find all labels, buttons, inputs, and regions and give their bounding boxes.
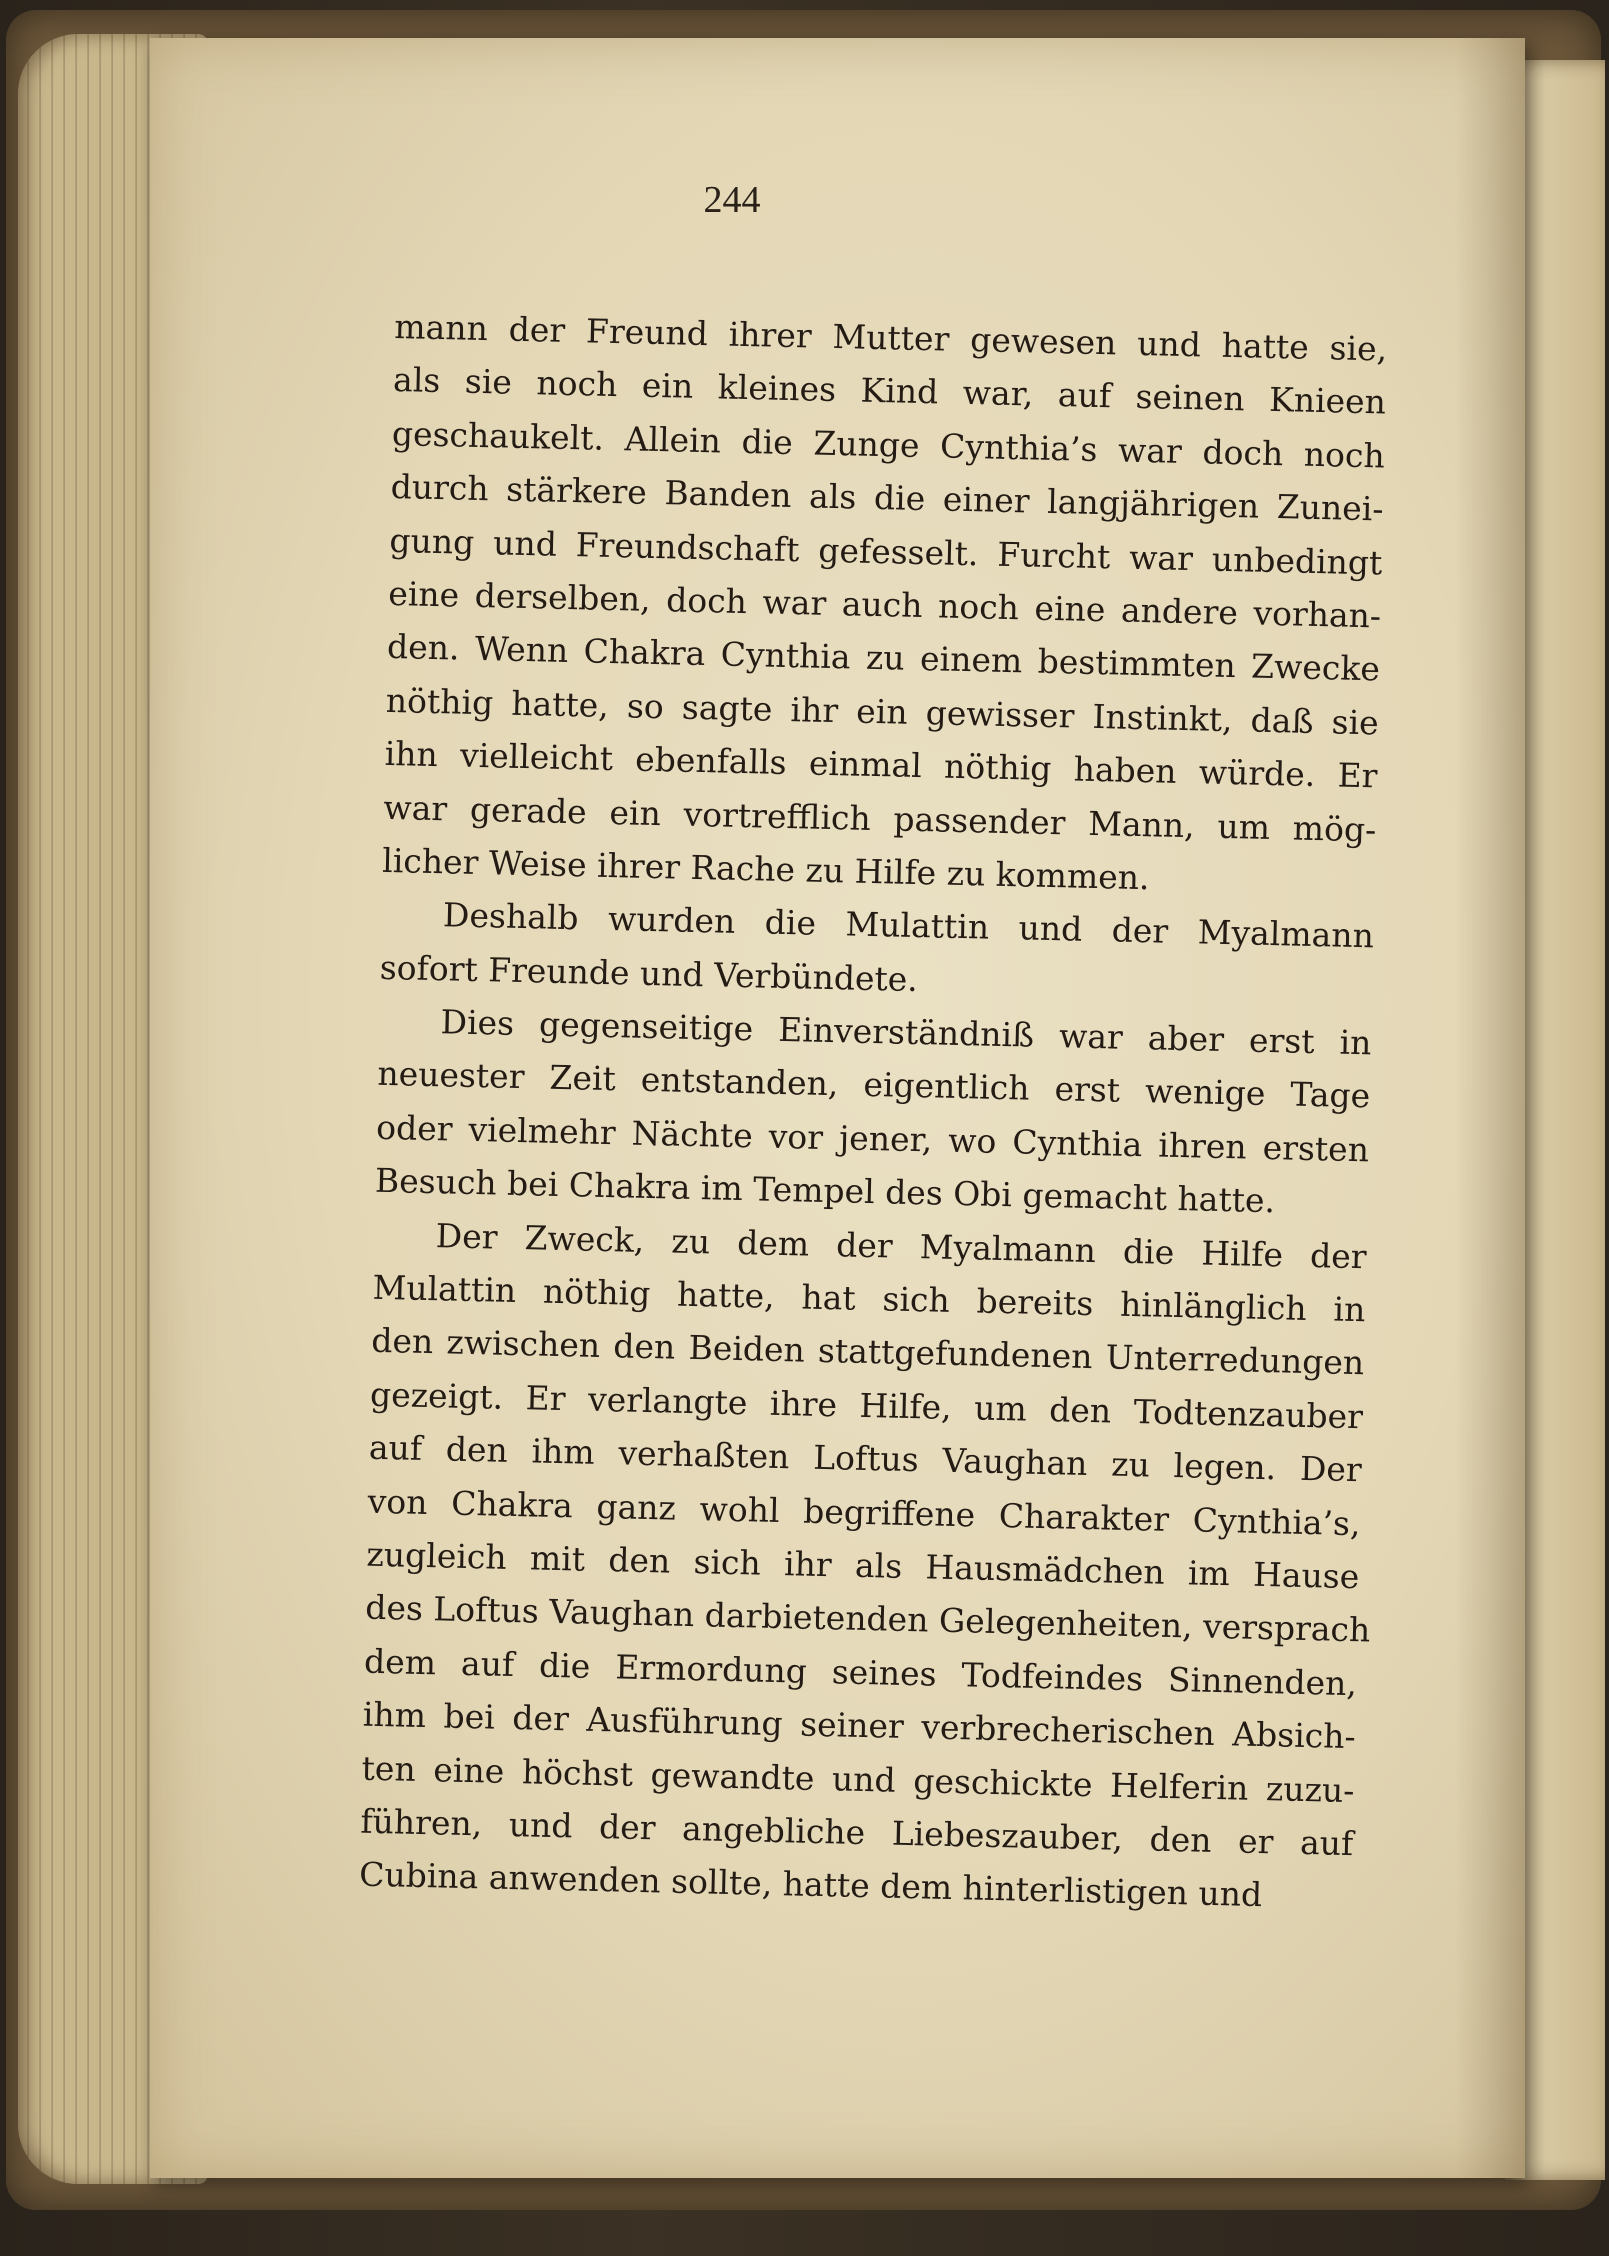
text-line: neuester Zeit entstanden, eigentlich erst wenige Tage bbox=[376, 1054, 1371, 1116]
paragraph bbox=[382, 300, 1388, 910]
text-line: ihn vielleicht ebenfalls einmal nöthig haben würde. Er bbox=[384, 734, 1378, 796]
text-line: gung und Freundschaft gefesselt. Furcht war unbedingt bbox=[389, 520, 1383, 583]
paragraph bbox=[358, 1207, 1371, 1923]
text-line: Der Zweck, zu dem der Myalmann die Hilfe der bbox=[435, 1215, 1367, 1276]
text-line: mann der Freund ihrer Mutter gewesen und hatte sie, bbox=[393, 306, 1388, 369]
page-number: 244 bbox=[703, 179, 761, 221]
text-line: den. Wenn Chakra Cynthia zu einem bestimmten Zwecke bbox=[386, 627, 1381, 689]
text-line: sofort Freunde und Verbündete. bbox=[379, 947, 919, 999]
text-line: des Loftus Vaughan darbietenden Gelegenheiten, versprach bbox=[364, 1588, 1371, 1650]
text-line: Cubina anwenden sollte, hatte dem hinterlistigen und bbox=[358, 1854, 1263, 1915]
text-line: oder vielmehr Nächte vor jener, wo Cynthia ihren ersten bbox=[375, 1107, 1370, 1170]
text-line: Deshalb wurden die Mulattin und der Myalmann bbox=[442, 895, 1375, 956]
text-line: licher Weise ihrer Rache zu Hilfe zu kommen. bbox=[381, 840, 1150, 898]
text-line: geschaukelt. Allein die Zunge Cynthia’s war doch noch bbox=[391, 413, 1386, 476]
text-line: den zwischen den Beiden stattgefundenen Unterredungen bbox=[370, 1321, 1365, 1383]
gutter-shadow bbox=[1455, 38, 1525, 2178]
text-line: war gerade ein vortrefflich passender Mann, um mög- bbox=[383, 787, 1377, 849]
text-line: eine derselben, doch war auch noch eine andere vorhan- bbox=[387, 573, 1382, 636]
page-body-text bbox=[359, 300, 1388, 1924]
text-line: Besuch bei Chakra im Tempel des Obi gemacht hatte. bbox=[374, 1161, 1276, 1221]
text-line: dem auf die Ermordung seines Todfeindes Sinnenden, bbox=[363, 1641, 1358, 1703]
text-line: als sie noch ein kleines Kind war, auf seinen Knieen bbox=[392, 360, 1387, 422]
text-line: ihm bei der Ausführung seiner verbrecherischen Absich- bbox=[362, 1694, 1357, 1757]
text-line: von Chakra ganz wohl begriffene Charakter Cynthia’s, bbox=[367, 1481, 1361, 1543]
text-line: Dies gegenseitige Einverständniß war aber erst in bbox=[440, 1002, 1372, 1063]
text-line: nöthig hatte, so sagte ihr ein gewisser Instinkt, daß sie bbox=[385, 680, 1380, 743]
text-line: führen, und der angebliche Liebeszauber, den er auf bbox=[360, 1801, 1354, 1864]
text-line: Mulattin nöthig hatte, hat sich bereits hinlänglich in bbox=[372, 1267, 1366, 1330]
text-line: auf den ihm verhaßten Loftus Vaughan zu legen. Der bbox=[368, 1427, 1363, 1490]
text-line: gezeigt. Er verlangte ihre Hilfe, um den Todtenzauber bbox=[369, 1374, 1364, 1437]
text-line: durch stärkere Banden als die einer langjährigen Zunei- bbox=[390, 467, 1384, 529]
text-line: ten eine höchst gewandte und geschickte Helferin zuzu- bbox=[361, 1748, 1355, 1810]
paragraph bbox=[374, 994, 1372, 1230]
text-line: zugleich mit den sich ihr als Hausmädchen im Hause bbox=[366, 1534, 1360, 1597]
